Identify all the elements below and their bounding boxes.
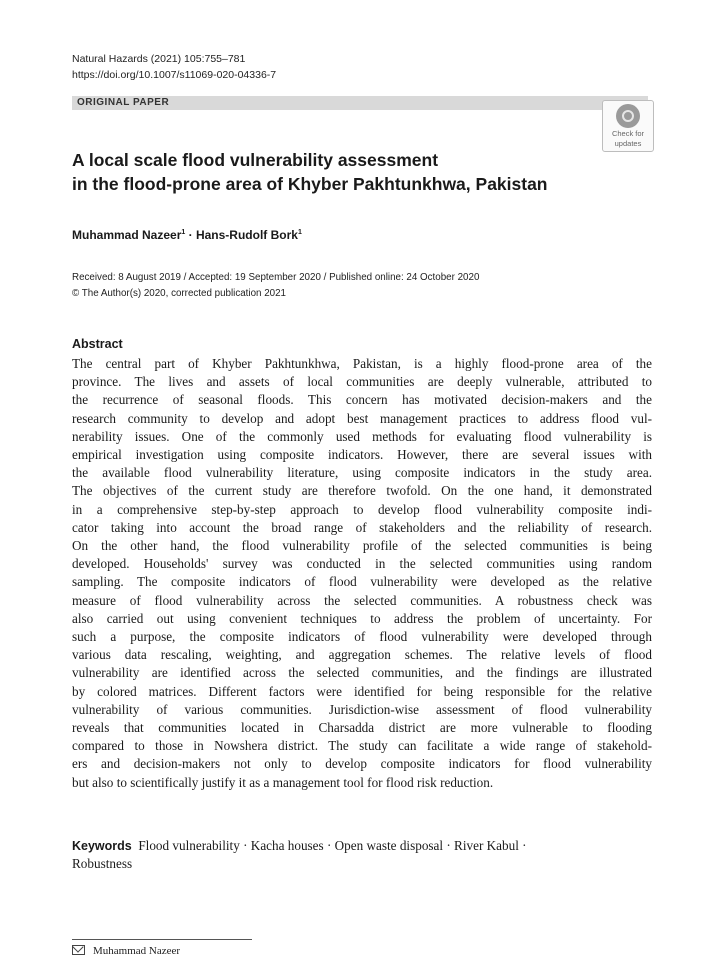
abstract-line: vulnerability are identified across the selected communities, and the findings are illustrated: [72, 665, 652, 681]
journal-meta: [72, 51, 276, 83]
abstract-line: The objectives of the current study are therefore twofold. On the one hand, it demonstrated: [72, 483, 652, 499]
title-line-2: in the flood-prone area of Khyber Pakhtunkhwa, Pakistan: [72, 174, 548, 194]
check-badge-line2: updates: [614, 139, 642, 148]
author-name[interactable]: Muhammad Nazeer: [72, 228, 182, 242]
abstract-line: nerability issues. One of the commonly used methods for evaluating flood vulnerability is: [72, 428, 652, 444]
article-title: [72, 148, 592, 196]
journal-citation: Natural Hazards (2021) 105:755–781: [72, 53, 246, 65]
section-label-bar: [72, 96, 648, 110]
abstract-line: The central part of Khyber Pakhtunkhwa, Pakistan, is a highly flood-prone area of the: [72, 356, 652, 371]
abstract-line: empirical investigation using composite indicators. However, there are several issues with: [72, 447, 652, 463]
received-accepted-published: Received: 8 August 2019 / Accepted: 19 September 2020 / Published online: 24 October 2020: [72, 272, 480, 283]
abstract-line: in a comprehensive step-by-step approach to develop flood vulnerability composite indi-: [72, 501, 652, 517]
abstract-line: the available flood vulnerability literature, using composite indicators in the study area.: [72, 465, 652, 481]
corresponding-author-name[interactable]: Muhammad Nazeer: [93, 945, 181, 957]
keywords-list-line1: Flood vulnerability · Kacha houses · Open waste disposal · River Kabul ·: [138, 838, 527, 853]
abstract-line: research community to develop and adopt best management practices to address flood vul-: [72, 410, 652, 426]
keywords-heading: Keywords: [72, 839, 132, 853]
abstract-line: but also to scientifically justify it as a management tool for flood risk reduction.: [72, 774, 494, 790]
abstract-line: vulnerability of various communities. Jurisdiction-wise assessment of flood vulnerability: [72, 701, 652, 717]
doi-link[interactable]: https://doi.org/10.1007/s11069-020-04336-7: [72, 69, 277, 81]
envelope-icon: [72, 945, 85, 955]
abstract-line: On the other hand, the flood vulnerability profile of the selected communities is being: [72, 538, 652, 554]
abstract-line: compared to those in Nowshera district. The study can facilitate a wide range of stakehold-: [72, 738, 652, 754]
abstract-line: also carried out using convenient techniques to address the problem of uncertainty. For: [72, 610, 652, 626]
abstract-line: various data rescaling, weighting, and aggregation schemes. The relative levels of flood: [72, 647, 652, 663]
keywords: [72, 837, 652, 873]
abstract-line: such a purpose, the composite indicators of flood vulnerability were developed through: [72, 629, 652, 645]
keywords-list-line2: Robustness: [72, 856, 133, 872]
footnote-rule: [72, 939, 252, 940]
corresponding-author-footnote: [72, 944, 180, 958]
copyright-line: © The Author(s) 2020, corrected publication 2021: [72, 288, 286, 299]
abstract-line: measure of flood vulnerability across the selected communities. A robustness check was: [72, 592, 652, 608]
affiliation-marker: 1: [297, 229, 302, 236]
author-list: [72, 228, 302, 242]
check-badge-line1: Check for: [611, 129, 645, 138]
abstract-line: ers and decision-makers not only to develop composite indicators for flood vulnerability: [72, 756, 652, 772]
check-for-updates-badge[interactable]: [602, 100, 654, 152]
abstract-line: province. The lives and assets of local communities are deeply vulnerable, attributed to: [72, 374, 652, 390]
abstract-line: reveals that communities located in Charsadda district are more vulnerable to flooding: [72, 720, 652, 736]
affiliation-marker: 1: [181, 229, 186, 236]
author-name[interactable]: Hans-Rudolf Bork: [195, 228, 298, 242]
abstract-line: sampling. The composite indicators of flood vulnerability were developed as the relative: [72, 574, 652, 590]
check-for-updates-icon: [616, 104, 640, 128]
author-separator: ·: [185, 228, 196, 242]
publication-dates: [72, 270, 479, 302]
abstract-heading: Abstract: [72, 337, 123, 351]
abstract-line: cator taking into account the broad range of stakeholders and the reliability of research.: [72, 519, 652, 535]
abstract-line: the recurrence of seasonal floods. This concern has motivated decision-makers and the: [72, 392, 652, 408]
abstract-line: developed. Households' survey was conducted in the selected communities using random: [72, 556, 652, 572]
abstract-body: [72, 355, 652, 792]
title-line-1: A local scale flood vulnerability assessment: [72, 150, 439, 170]
section-label: ORIGINAL PAPER: [77, 97, 170, 108]
abstract-line: by colored matrices. Different factors were identified for being responsible for the relative: [72, 683, 652, 699]
